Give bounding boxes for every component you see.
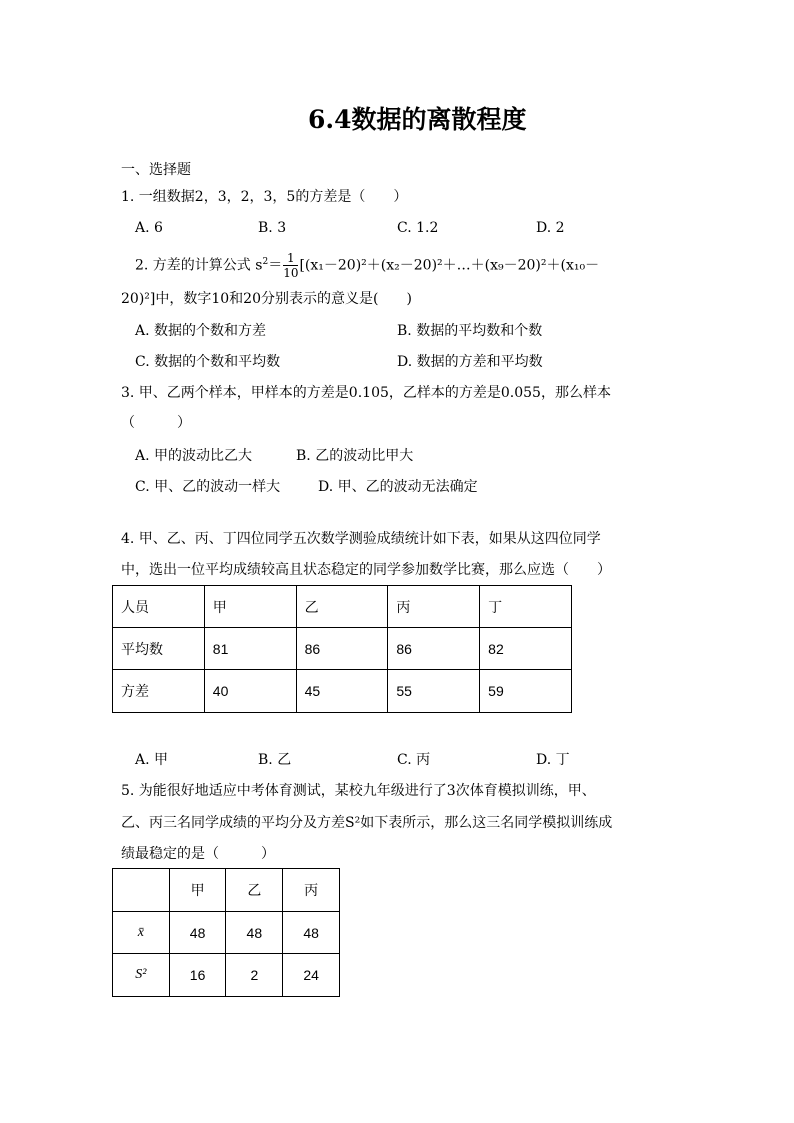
q2-option-d: D. 数据的方差和平均数 (397, 354, 543, 370)
q4-option-c: C. 丙 (397, 752, 431, 768)
q5-header-cell: 甲 (169, 869, 226, 912)
q3-option-c: C. 甲、乙的波动一样大 (135, 479, 281, 495)
q3-option-b: B. 乙的波动比甲大 (296, 448, 414, 464)
table-row (113, 954, 340, 997)
q1-option-d: D. 2 (536, 220, 565, 236)
table-row (113, 670, 572, 713)
q5-cell: 48 (169, 912, 226, 954)
q4-option-b: B. 乙 (258, 752, 292, 768)
q5-cell: 2 (226, 954, 283, 997)
q4-cell: 40 (204, 670, 296, 713)
q5-header-cell: 乙 (226, 869, 283, 912)
q5-cell: 48 (226, 912, 283, 954)
q5-row-label-variance: S² (113, 954, 170, 997)
q4-cell: 45 (296, 670, 388, 713)
q4-stem: 4. 甲、乙、丙、丁四位同学五次数学测验成绩统计如下表，如果从这四位同学 (121, 531, 601, 547)
q4-cell: 平均数 (113, 628, 205, 670)
q5-stem: 5. 为能很好地适应中考体育测试，某校九年级进行了3次体育模拟训练，甲、 (121, 783, 596, 799)
q3-stem: 3. 甲、乙两个样本，甲样本的方差是0.105，乙样本的方差是0.055，那么样本 (121, 385, 611, 401)
q4-cell: 86 (296, 628, 388, 670)
table-row (113, 628, 572, 670)
q2-superscript: 2 (262, 257, 269, 267)
q4-option-a: A. 甲 (135, 752, 169, 768)
q2-stem (135, 244, 599, 284)
q5-row-label-mean: x̄ (113, 912, 170, 954)
q2-formula: [(x₁－20)²＋(x₂－20)²＋…＋(x₉－20)²＋(x₁₀－ (299, 257, 600, 274)
q4-stem-continued: 中，选出一位平均成绩较高且状态稳定的同学参加数学比赛，那么应选（ ） (121, 562, 611, 578)
q2-fraction-numerator: 1 (283, 251, 298, 266)
q2-fraction-denominator: 10 (283, 266, 299, 281)
q4-table (112, 585, 572, 713)
q4-cell: 55 (388, 670, 480, 713)
q3-option-a: A. 甲的波动比乙大 (135, 448, 253, 464)
q1-option-b: B. 3 (258, 220, 287, 236)
q5-header-cell (113, 869, 170, 912)
q4-header-cell: 人员 (113, 586, 205, 628)
q5-table-header-row (113, 869, 340, 912)
q5-table (112, 868, 340, 997)
q4-header-cell: 甲 (204, 586, 296, 628)
q4-cell: 方差 (113, 670, 205, 713)
q3-stem-continued: （ ） (121, 415, 191, 431)
section-heading: 一、选择题 (121, 162, 191, 178)
q1-option-c: C. 1.2 (397, 220, 439, 236)
q4-cell: 82 (480, 628, 572, 670)
q4-table-header-row (113, 586, 572, 628)
q5-cell: 48 (283, 912, 340, 954)
q2-stem-start: 2. 方差的计算公式 s (135, 257, 263, 274)
table-row (113, 912, 340, 954)
q2-equals: ＝ (268, 257, 283, 274)
q2-option-c: C. 数据的个数和平均数 (135, 354, 281, 370)
q2-option-a: A. 数据的个数和方差 (135, 323, 267, 339)
q5-stem-continued-2: 绩最稳定的是（ ） (121, 846, 275, 862)
q5-header-cell: 丙 (283, 869, 340, 912)
q4-header-cell: 丙 (388, 586, 480, 628)
q4-cell: 81 (204, 628, 296, 670)
q1-option-a: A. 6 (135, 220, 163, 236)
q4-option-d: D. 丁 (536, 752, 570, 768)
q1-stem: 1. 一组数据2，3，2，3，5的方差是（ ） (121, 189, 408, 205)
q5-cell: 24 (283, 954, 340, 997)
q2-fraction (283, 251, 298, 280)
q4-header-cell: 乙 (296, 586, 388, 628)
q5-stem-continued: 乙、丙三名同学成绩的平均分及方差S²如下表所示，那么这三名同学模拟训练成 (121, 815, 613, 831)
q4-header-cell: 丁 (480, 586, 572, 628)
q5-cell: 16 (169, 954, 226, 997)
q2-option-b: B. 数据的平均数和个数 (397, 323, 543, 339)
q4-cell: 86 (388, 628, 480, 670)
q2-stem-continued: 20)²]中，数字10和20分别表示的意义是( ) (121, 291, 412, 307)
q4-cell: 59 (480, 670, 572, 713)
q3-option-d: D. 甲、乙的波动无法确定 (318, 479, 478, 495)
